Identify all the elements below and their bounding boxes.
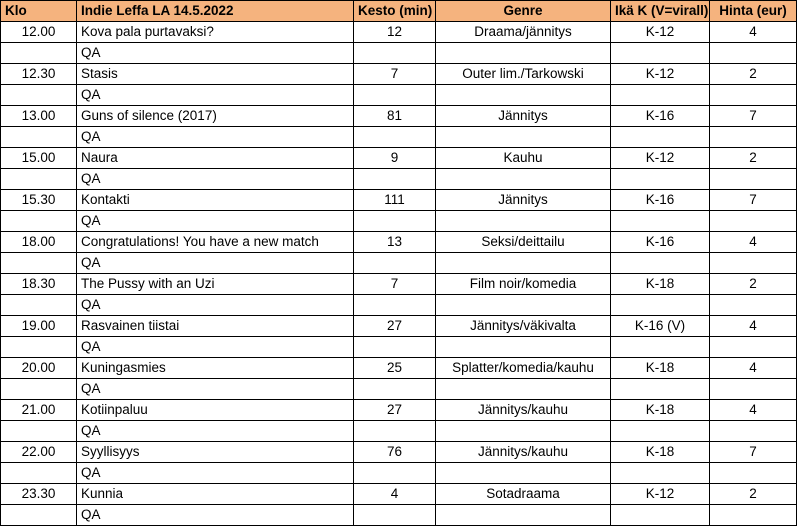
cell-empty[interactable] (1, 127, 77, 148)
table-row (1, 106, 797, 127)
cell-title[interactable]: Syyllisyys (77, 442, 354, 463)
qa-row (1, 169, 797, 190)
cell-klo[interactable]: 15.00 (1, 148, 77, 169)
cell-empty[interactable] (354, 127, 436, 148)
cell-empty[interactable] (436, 463, 611, 484)
cell-hinta[interactable]: 7 (710, 106, 797, 127)
cell-ika[interactable]: K-16 (611, 106, 710, 127)
cell-klo[interactable]: 13.00 (1, 106, 77, 127)
cell-ika[interactable]: K-16 (611, 190, 710, 211)
cell-empty[interactable] (1, 379, 77, 400)
table-row (1, 358, 797, 379)
cell-klo[interactable]: 18.30 (1, 274, 77, 295)
cell-kesto[interactable]: 7 (354, 274, 436, 295)
cell-klo[interactable]: 12.00 (1, 22, 77, 43)
cell-empty[interactable] (611, 379, 710, 400)
table-row (1, 316, 797, 337)
cell-klo[interactable]: 23.30 (1, 484, 77, 505)
cell-empty[interactable] (710, 295, 797, 316)
cell-empty[interactable] (436, 127, 611, 148)
table-row (1, 484, 797, 505)
cell-hinta[interactable]: 2 (710, 274, 797, 295)
cell-ika[interactable]: K-12 (611, 484, 710, 505)
cell-genre[interactable]: Draama/jännitys (436, 22, 611, 43)
cell-qa[interactable]: QA (77, 211, 354, 232)
cell-empty[interactable] (611, 85, 710, 106)
cell-hinta[interactable]: 4 (710, 22, 797, 43)
cell-qa[interactable]: QA (77, 85, 354, 106)
cell-hinta[interactable]: 2 (710, 484, 797, 505)
cell-title[interactable]: Congratulations! You have a new match (77, 232, 354, 253)
cell-empty[interactable] (710, 127, 797, 148)
header-genre[interactable]: Genre (436, 1, 611, 22)
cell-title[interactable]: Kunnia (77, 484, 354, 505)
cell-kesto[interactable]: 25 (354, 358, 436, 379)
cell-genre[interactable]: Outer lim./Tarkowski (436, 64, 611, 85)
cell-hinta[interactable]: 7 (710, 442, 797, 463)
cell-empty[interactable] (436, 169, 611, 190)
cell-genre[interactable]: Seksi/deittailu (436, 232, 611, 253)
cell-empty[interactable] (710, 505, 797, 526)
cell-empty[interactable] (354, 169, 436, 190)
cell-title[interactable]: Guns of silence (2017) (77, 106, 354, 127)
cell-empty[interactable] (436, 505, 611, 526)
cell-genre[interactable]: Jännitys/kauhu (436, 400, 611, 421)
cell-kesto[interactable]: 76 (354, 442, 436, 463)
cell-empty[interactable] (1, 253, 77, 274)
cell-qa[interactable]: QA (77, 169, 354, 190)
cell-title[interactable]: Kontakti (77, 190, 354, 211)
cell-ika[interactable]: K-18 (611, 274, 710, 295)
table-row (1, 442, 797, 463)
cell-hinta[interactable]: 4 (710, 316, 797, 337)
cell-hinta[interactable]: 4 (710, 232, 797, 253)
cell-empty[interactable] (710, 253, 797, 274)
cell-hinta[interactable]: 2 (710, 64, 797, 85)
cell-ika[interactable]: K-18 (611, 400, 710, 421)
table-row (1, 274, 797, 295)
table-row (1, 22, 797, 43)
cell-empty[interactable] (611, 337, 710, 358)
cell-empty[interactable] (1, 85, 77, 106)
cell-empty[interactable] (710, 211, 797, 232)
cell-ika[interactable]: K-18 (611, 442, 710, 463)
qa-row (1, 463, 797, 484)
cell-empty[interactable] (1, 295, 77, 316)
qa-row (1, 337, 797, 358)
cell-klo[interactable]: 20.00 (1, 358, 77, 379)
cell-empty[interactable] (1, 505, 77, 526)
qa-row (1, 127, 797, 148)
qa-row (1, 85, 797, 106)
cell-hinta[interactable]: 4 (710, 358, 797, 379)
cell-genre[interactable]: Jännitys/kauhu (436, 442, 611, 463)
schedule-body (1, 22, 797, 526)
cell-empty[interactable] (1, 337, 77, 358)
cell-empty[interactable] (436, 253, 611, 274)
qa-row (1, 379, 797, 400)
cell-kesto[interactable]: 81 (354, 106, 436, 127)
table-row (1, 148, 797, 169)
cell-empty[interactable] (436, 295, 611, 316)
cell-kesto[interactable]: 9 (354, 148, 436, 169)
qa-row (1, 43, 797, 64)
cell-title[interactable]: Kotiinpaluu (77, 400, 354, 421)
cell-empty[interactable] (436, 337, 611, 358)
cell-ika[interactable]: K-12 (611, 148, 710, 169)
qa-row (1, 253, 797, 274)
cell-klo[interactable]: 12.30 (1, 64, 77, 85)
cell-empty[interactable] (710, 463, 797, 484)
cell-title[interactable]: Stasis (77, 64, 354, 85)
cell-empty[interactable] (611, 211, 710, 232)
cell-kesto[interactable]: 13 (354, 232, 436, 253)
cell-empty[interactable] (354, 211, 436, 232)
cell-qa[interactable]: QA (77, 421, 354, 442)
cell-empty[interactable] (710, 85, 797, 106)
cell-hinta[interactable]: 2 (710, 148, 797, 169)
cell-empty[interactable] (354, 505, 436, 526)
table-row (1, 400, 797, 421)
cell-ika[interactable]: K-16 (611, 232, 710, 253)
cell-kesto[interactable]: 27 (354, 400, 436, 421)
cell-empty[interactable] (436, 43, 611, 64)
cell-title[interactable]: Rasvainen tiistai (77, 316, 354, 337)
header-klo[interactable]: Klo (1, 1, 77, 22)
cell-hinta[interactable]: 7 (710, 190, 797, 211)
qa-row (1, 211, 797, 232)
cell-empty[interactable] (354, 379, 436, 400)
cell-kesto[interactable]: 12 (354, 22, 436, 43)
cell-empty[interactable] (710, 169, 797, 190)
cell-qa[interactable]: QA (77, 337, 354, 358)
cell-genre[interactable]: Kauhu (436, 148, 611, 169)
cell-empty[interactable] (611, 463, 710, 484)
table-row (1, 64, 797, 85)
cell-title[interactable]: Kova pala purtavaksi? (77, 22, 354, 43)
cell-ika[interactable]: K-12 (611, 22, 710, 43)
cell-empty[interactable] (354, 295, 436, 316)
cell-title[interactable]: Naura (77, 148, 354, 169)
cell-genre[interactable]: Jännitys (436, 106, 611, 127)
cell-genre[interactable]: Jännitys (436, 190, 611, 211)
cell-klo[interactable]: 19.00 (1, 316, 77, 337)
cell-genre[interactable]: Sotadraama (436, 484, 611, 505)
cell-kesto[interactable]: 7 (354, 64, 436, 85)
cell-klo[interactable]: 21.00 (1, 400, 77, 421)
cell-hinta[interactable]: 4 (710, 400, 797, 421)
cell-klo[interactable]: 18.00 (1, 232, 77, 253)
cell-klo[interactable]: 15.30 (1, 190, 77, 211)
cell-kesto[interactable]: 4 (354, 484, 436, 505)
cell-empty[interactable] (611, 253, 710, 274)
cell-empty[interactable] (436, 421, 611, 442)
header-row (1, 1, 797, 22)
cell-empty[interactable] (611, 295, 710, 316)
cell-empty[interactable] (1, 421, 77, 442)
qa-row (1, 421, 797, 442)
cell-empty[interactable] (354, 463, 436, 484)
cell-empty[interactable] (436, 85, 611, 106)
cell-empty[interactable] (1, 211, 77, 232)
cell-empty[interactable] (354, 253, 436, 274)
cell-empty[interactable] (611, 505, 710, 526)
cell-empty[interactable] (611, 127, 710, 148)
cell-empty[interactable] (710, 337, 797, 358)
cell-kesto[interactable]: 27 (354, 316, 436, 337)
cell-empty[interactable] (1, 463, 77, 484)
cell-empty[interactable] (354, 421, 436, 442)
cell-empty[interactable] (611, 421, 710, 442)
header-title[interactable]: Indie Leffa LA 14.5.2022 (77, 1, 354, 22)
cell-empty[interactable] (354, 337, 436, 358)
qa-row (1, 505, 797, 526)
cell-empty[interactable] (710, 379, 797, 400)
cell-empty[interactable] (354, 43, 436, 64)
cell-empty[interactable] (436, 379, 611, 400)
cell-qa[interactable]: QA (77, 43, 354, 64)
cell-qa[interactable]: QA (77, 379, 354, 400)
cell-empty[interactable] (710, 43, 797, 64)
cell-genre[interactable]: Film noir/komedia (436, 274, 611, 295)
cell-qa[interactable]: QA (77, 463, 354, 484)
cell-title[interactable]: The Pussy with an Uzi (77, 274, 354, 295)
header-ika[interactable]: Ikä K (V=virall) (611, 1, 710, 22)
cell-qa[interactable]: QA (77, 127, 354, 148)
cell-title[interactable]: Kuningasmies (77, 358, 354, 379)
cell-empty[interactable] (611, 169, 710, 190)
cell-kesto[interactable]: 111 (354, 190, 436, 211)
table-row (1, 232, 797, 253)
cell-empty[interactable] (1, 43, 77, 64)
cell-klo[interactable]: 22.00 (1, 442, 77, 463)
cell-qa[interactable]: QA (77, 295, 354, 316)
cell-empty[interactable] (354, 85, 436, 106)
cell-empty[interactable] (710, 421, 797, 442)
cell-empty[interactable] (436, 211, 611, 232)
header-kesto[interactable]: Kesto (min) (354, 1, 436, 22)
qa-row (1, 295, 797, 316)
cell-empty[interactable] (611, 43, 710, 64)
header-hinta[interactable]: Hinta (eur) (710, 1, 797, 22)
cell-genre[interactable]: Splatter/komedia/kauhu (436, 358, 611, 379)
cell-qa[interactable]: QA (77, 505, 354, 526)
cell-qa[interactable]: QA (77, 253, 354, 274)
cell-ika[interactable]: K-16 (V) (611, 316, 710, 337)
cell-empty[interactable] (1, 169, 77, 190)
table-row (1, 190, 797, 211)
cell-ika[interactable]: K-18 (611, 358, 710, 379)
cell-genre[interactable]: Jännitys/väkivalta (436, 316, 611, 337)
cell-ika[interactable]: K-12 (611, 64, 710, 85)
